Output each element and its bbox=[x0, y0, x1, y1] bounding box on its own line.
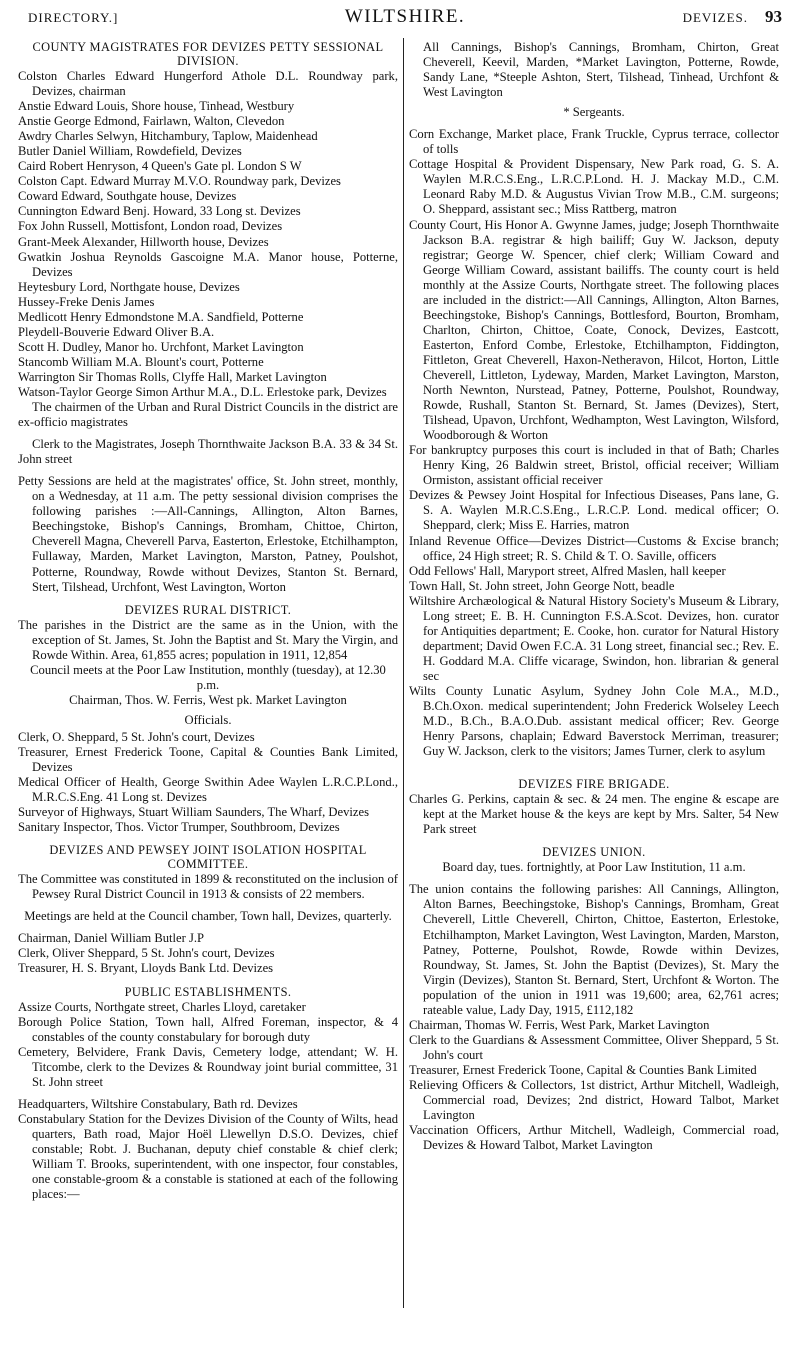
list-item: Grant-Meek Alexander, Hillworth house, Devizes bbox=[18, 234, 269, 249]
running-head bbox=[28, 6, 782, 28]
board-day-note: Board day, tues. fortnightly, at Poor Law Institution, 11 a.m. bbox=[442, 860, 746, 875]
list-item: Stancomb William M.A. Blount's court, Potterne bbox=[18, 354, 264, 369]
list-item: Relieving Officers & Collectors, 1st district, Arthur Mitchell, Wadleigh, Commercial road, Devizes; 2nd district, Howard Talbot, Market Lavington bbox=[409, 1078, 779, 1123]
list-item: Colston Charles Edward Hungerford Athole D.L. Roundway park, Devizes, chairman bbox=[18, 69, 398, 99]
list-item: Wilts County Lunatic Asylum, Sydney John Cole M.A., M.D., B.Ch.Oxon. medical superintendent; John Frederick Wolseley Leech M.D., B.Ch., B.A.O.Dub. assistant medical officer; Rev. George Henry Parsons, chaplain; Edward Baverstock Merriman, treasurer; Guy W. Jackson, clerk to the visitors; James Turner, clerk to asylum bbox=[409, 683, 779, 759]
fire-brigade-section bbox=[409, 777, 779, 837]
list-item: Cottage Hospital & Provident Dispensary, New Park road, G. S. A. Waylen M.R.C.S.Eng., L.R.C.P.Lond. H. J. Mackay M.D., C.M. Leonard Raby M.D. & Augustus Vivian Trow M.B., C.M. surgeons; O. Sheppard, assistant sec.; Miss Rattberg, matron bbox=[409, 157, 779, 217]
list-item: Cemetery, Belvidere, Frank Davis, Cemetery lodge, attendant; W. H. Titcombe, clerk to the Devizes & Roundway joint burial committee, 31 St. John street bbox=[18, 1044, 398, 1089]
section-heading: DEVIZES AND PEWSEY JOINT ISOLATION HOSPITAL COMMITTEE. bbox=[49, 843, 367, 872]
list-item: Assize Courts, Northgate street, Charles Lloyd, caretaker bbox=[18, 999, 306, 1014]
column-divider bbox=[403, 38, 404, 1308]
list-item: Medlicott Henry Edmondstone M.A. Sandfield, Potterne bbox=[18, 309, 304, 324]
section-heading: DEVIZES UNION. bbox=[542, 845, 646, 860]
list-item: Headquarters, Wiltshire Constabulary, Bath rd. Devizes bbox=[18, 1096, 298, 1111]
list-item: Sanitary Inspector, Thos. Victor Trumper, Southbroom, Devizes bbox=[18, 820, 340, 835]
section-heading: DEVIZES RURAL DISTRICT. bbox=[124, 602, 292, 617]
meetings-note: Meetings are held at the Council chamber, Town hall, Devizes, quarterly. bbox=[24, 909, 392, 924]
section-heading: COUNTY MAGISTRATES FOR DEVIZES PETTY SESSIONAL DIVISION. bbox=[32, 40, 384, 68]
public-establishments-section bbox=[18, 985, 398, 1203]
running-head-title: WILTSHIRE. bbox=[344, 6, 466, 27]
union-parishes: The union contains the following parishes: All Cannings, Allington, Alton Barnes, Beechingstoke, Bishop's Cannings, Bromham, Great Cheverell, Little Cheverell, Chirton, Chittoe, Easterton, Erlestoke, Etchilhampton, Market Lavington, West Lavington, Marden, Marston, Patney, Potterne, Poulshot, Rowde, Rowde within Devizes, Roundway, St. James, St. John the Baptist (Devizes), St. Mary the Virgin (Devizes), Stanton St. Bernard, Stert, Urchfont & Worton. The population of the union in 1911 was 19,600; area, 62,761 acres; rateable value, Lady Day, 1915, £112,182 bbox=[409, 882, 779, 1017]
right-column bbox=[409, 40, 779, 1153]
left-column bbox=[18, 40, 398, 1202]
constabulary-places: All Cannings, Bishop's Cannings, Bromham, Chirton, Great Cheverell, Keevil, Marden, *Market Lavington, Potterne, Rowde, Sandy Lane, *Steeple Ashton, Stert, Tilshead, Tinhead, Urchfont & West Lavington bbox=[423, 40, 779, 100]
constitution-note: The Committee was constituted in 1899 & reconstituted on the inclusion of Pewsey Rural District Council in 1913 & consists of 22 members. bbox=[18, 872, 398, 902]
list-item: Medical Officer of Health, George Swithin Adee Waylen L.R.C.P.Lond., M.R.C.S.Eng. 41 Long st. Devizes bbox=[18, 775, 398, 805]
clerk-note: Clerk to the Magistrates, Joseph Thornthwaite Jackson B.A. 33 & 34 St. John street bbox=[18, 437, 398, 467]
list-item: Borough Police Station, Town hall, Alfred Foreman, inspector, & 4 constables of the county constabulary for borough duty bbox=[18, 1014, 398, 1044]
list-item: Colston Capt. Edward Murray M.V.O. Roundway park, Devizes bbox=[18, 174, 341, 189]
list-item: Corn Exchange, Market place, Frank Truckle, Cyprus terrace, collector of tolls bbox=[409, 127, 779, 157]
list-item: Town Hall, St. John street, John George Nott, beadle bbox=[409, 578, 675, 593]
list-item: Awdry Charles Selwyn, Hitchambury, Taplow, Maidenhead bbox=[18, 129, 318, 144]
list-item: County Court, His Honor A. Gwynne James, judge; Joseph Thornthwaite Jackson B.A. registrar & high bailiff; Guy W. Jackson, deputy registrar; George W. Spencer, chief clerk; William Coward and George William Coward, assistant bailiffs. The county court is held monthly at the Assize Courts, Northgate street. The following places are included in the district:—All Cannings, Allington, Alton Barnes, Beechingstoke, Bishop's Cannings, Bottlesford, Bourton, Bromham, Charlton, Chirton, Chittoe, Coate, Conock, Devizes, Eastcott, Easterton, Enford Combe, Erlestoke, Etchilhampton, Fiddington, Fittleton, Great Cheverell, Haxon-Netheravon, Hilcot, Horton, Little Cheverell, Littleton, Lydeway, Marden, Market Lavington, Marston, North Newnton, Nurstead, Patney, Potterne, Poulshot, Roundway, Rowde, Rushall, Stanton St. Bernard, St. James (Devizes), Stert, Tilshead, Upavon, Urchfont, Wedhampton, West Lavington, Wilsford, Woodborough & Worton bbox=[409, 217, 779, 443]
list-item: Cunnington Edward Benj. Howard, 33 Long st. Devizes bbox=[18, 204, 301, 219]
petty-sessions-note: Petty Sessions are held at the magistrates' office, St. John street, monthly, on a Wednesday, at 11 a.m. The petty sessional division comprises the following parishes :—All-Cannings, Allington, Alton Barnes, Beechingstoke, Bishop's Cannings, Bromham, Chittoe, Chirton, Cheverell Magna, Cheverell Parva, Easterton, Erlestoke, Etchilhampton, Fullaway, Marden, Market Lavington, Marston, Patney, Poulshot, Potterne, Roundway, Rowde without Devizes, Stanton St. Bernard, Stert, Tilshead, Urchfont, West Lavington, Worton bbox=[18, 474, 398, 594]
list-item: Treasurer, Ernest Frederick Toone, Capital & Counties Bank Limited, Devizes bbox=[18, 744, 398, 775]
list-item: Fox John Russell, Mottisfont, London road, Devizes bbox=[18, 219, 283, 234]
list-item: Anstie Edward Louis, Shore house, Tinhead, Westbury bbox=[18, 99, 295, 114]
union-section bbox=[409, 845, 779, 1153]
section-heading: DEVIZES FIRE BRIGADE. bbox=[518, 777, 670, 792]
list-item: Odd Fellows' Hall, Maryport street, Alfred Maslen, hall keeper bbox=[409, 563, 726, 578]
list-item: Butler Daniel William, Rowdefield, Devizes bbox=[18, 144, 242, 159]
council-meets-note: Council meets at the Poor Law Institution, monthly (tuesday), at 12.30 p.m. bbox=[30, 662, 386, 692]
list-item: Chairman, Daniel William Butler J.P bbox=[18, 931, 205, 946]
list-item: Treasurer, Ernest Frederick Toone, Capital & Counties Bank Limited bbox=[409, 1062, 757, 1077]
list-item: Clerk, O. Sheppard, 5 St. John's court, Devizes bbox=[18, 729, 255, 744]
list-item: Inland Revenue Office—Devizes District—Customs & Excise branch; office, 24 High street; R. S. Child & T. O. Saville, officers bbox=[409, 533, 779, 563]
parishes-note: The parishes in the District are the same as in the Union, with the exception of St. James, St. John the Baptist and St. Mary the Virgin, and Rowde Within. Area, 61,855 acres; population in 1911, 12,854 bbox=[18, 617, 398, 662]
list-item: Wiltshire Archæological & Natural History Society's Museum & Library, Long street; E. B. H. Cunnington F.S.A.Scot. Devizes, hon. curator for Antiquities department; E. Cooke, hon. curator for Natural History department; David Owen F.C.A. 31 Long street, financial sec.; Rev. E. H. Goddard M.A. Cliffe vicarage, Swindon, hon. librarian & general sec bbox=[409, 593, 779, 683]
list-item: Gwatkin Joshua Reynolds Gascoigne M.A. Manor house, Potterne, Devizes bbox=[18, 249, 398, 279]
list-item: Constabulary Station for the Devizes Division of the County of Wilts, head quarters, Bath road, Major Hoël Llewellyn D.S.O. Devizes, chief constable; Robt. J. Buchanan, deputy chief constable & chief clerk; William T. Brooks, superintendent, with one inspector, four constables, one constable-groom & a constable is stationed at each of the following places:— bbox=[18, 1111, 398, 1202]
isolation-hospital-section bbox=[18, 843, 398, 976]
officials-subheading: Officials. bbox=[184, 712, 232, 727]
page-number: 93 bbox=[765, 7, 782, 26]
list-item: Clerk to the Guardians & Assessment Committee, Oliver Sheppard, 5 St. John's court bbox=[409, 1032, 779, 1062]
rural-district-section bbox=[18, 603, 398, 836]
list-item: Scott H. Dudley, Manor ho. Urchfont, Market Lavington bbox=[18, 339, 304, 354]
section-heading: PUBLIC ESTABLISHMENTS. bbox=[124, 984, 292, 999]
list-item: Chairman, Thomas W. Ferris, West Park, Market Lavington bbox=[409, 1017, 710, 1032]
running-head-left: DIRECTORY.] bbox=[28, 10, 119, 25]
list-item: Anstie George Edmond, Fairlawn, Walton, Clevedon bbox=[18, 114, 285, 129]
list-item: Pleydell-Bouverie Edward Oliver B.A. bbox=[18, 324, 215, 339]
list-item: Vaccination Officers, Arthur Mitchell, Wadleigh, Commercial road, Devizes & Howard Talbot, Market Lavington bbox=[409, 1123, 779, 1153]
magistrates-list bbox=[18, 69, 398, 400]
list-item: Surveyor of Highways, Stuart William Saunders, The Wharf, Devizes bbox=[18, 805, 369, 820]
list-item: Watson-Taylor George Simon Arthur M.A., D.L. Erlestoke park, Devizes bbox=[18, 384, 387, 399]
running-head-right: DEVIZES. bbox=[682, 10, 748, 25]
list-item: Warrington Sir Thomas Rolls, Clyffe Hall, Market Lavington bbox=[18, 369, 327, 384]
list-item: Caird Robert Henryson, 4 Queen's Gate pl. London S W bbox=[18, 159, 302, 174]
list-item: Coward Edward, Southgate house, Devizes bbox=[18, 189, 237, 204]
list-item: Clerk, Oliver Sheppard, 5 St. John's court, Devizes bbox=[18, 946, 275, 961]
list-item: Heytesbury Lord, Northgate house, Devizes bbox=[18, 279, 240, 294]
list-item: Treasurer, H. S. Bryant, Lloyds Bank Ltd. Devizes bbox=[18, 961, 274, 976]
chairman-line: Chairman, Thos. W. Ferris, West pk. Market Lavington bbox=[69, 692, 347, 707]
magistrates-section bbox=[18, 40, 398, 595]
sergeants-note: * Sergeants. bbox=[563, 105, 625, 120]
list-item: For bankruptcy purposes this court is included in that of Bath; Charles Henry King, 26 Baldwin street, Bristol, official receiver; William Ormiston, assistant official receiver bbox=[409, 443, 779, 488]
list-item: Hussey-Freke Denis James bbox=[18, 294, 155, 309]
ex-officio-note: The chairmen of the Urban and Rural District Councils in the district are ex-officio magistrates bbox=[18, 400, 398, 430]
list-item: Devizes & Pewsey Joint Hospital for Infectious Diseases, Pans lane, G. S. A. Waylen M.R.C.S.Eng., L.R.C.P. Lond. medical officer; O. Sheppard, clerk; Miss E. Harries, matron bbox=[409, 488, 779, 533]
fire-brigade-text: Charles G. Perkins, captain & sec. & 24 men. The engine & escape are kept at the Market house & the keys are kept by Mrs. Salter, 54 New Park street bbox=[409, 792, 779, 837]
